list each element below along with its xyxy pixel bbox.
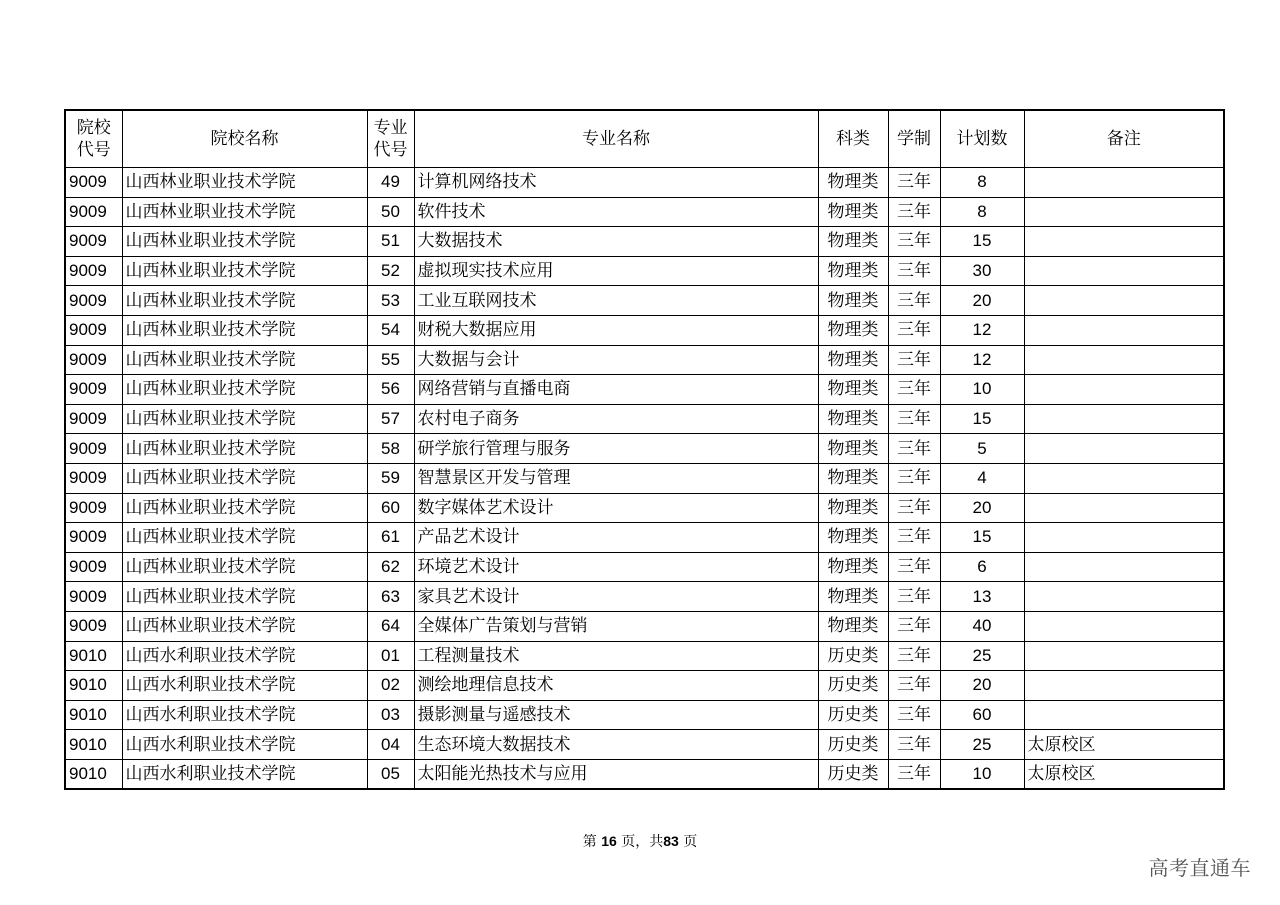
cell-major-code: 58 — [367, 434, 414, 464]
cell-duration: 三年 — [888, 700, 940, 730]
cell-plan-count: 15 — [940, 404, 1024, 434]
cell-major-code: 01 — [367, 641, 414, 671]
cell-school-code: 9010 — [65, 671, 122, 701]
cell-major-name: 智慧景区开发与管理 — [414, 463, 818, 493]
cell-school-name: 山西水利职业技术学院 — [122, 700, 367, 730]
cell-note — [1024, 523, 1224, 553]
cell-duration: 三年 — [888, 641, 940, 671]
header-row — [65, 110, 1224, 168]
cell-subject: 历史类 — [818, 730, 888, 760]
cell-major-code: 05 — [367, 759, 414, 789]
cell-school-name: 山西林业职业技术学院 — [122, 315, 367, 345]
cell-school-code: 9009 — [65, 227, 122, 257]
cell-major-code: 50 — [367, 197, 414, 227]
cell-duration: 三年 — [888, 197, 940, 227]
cell-note — [1024, 375, 1224, 405]
cell-plan-count: 20 — [940, 493, 1024, 523]
cell-school-code: 9009 — [65, 404, 122, 434]
table-row — [65, 345, 1224, 375]
cell-major-code: 61 — [367, 523, 414, 553]
cell-school-name: 山西水利职业技术学院 — [122, 641, 367, 671]
footer-middle: 页，共 — [621, 834, 664, 850]
cell-subject: 物理类 — [818, 611, 888, 641]
table-row — [65, 375, 1224, 405]
cell-school-code: 9009 — [65, 611, 122, 641]
header-subject: 科类 — [818, 110, 888, 168]
cell-duration: 三年 — [888, 256, 940, 286]
cell-note — [1024, 404, 1224, 434]
cell-subject: 历史类 — [818, 641, 888, 671]
cell-major-code: 49 — [367, 168, 414, 198]
cell-plan-count: 40 — [940, 611, 1024, 641]
cell-school-name: 山西林业职业技术学院 — [122, 404, 367, 434]
cell-subject: 物理类 — [818, 552, 888, 582]
cell-major-name: 全媒体广告策划与营销 — [414, 611, 818, 641]
cell-subject: 物理类 — [818, 434, 888, 464]
cell-plan-count: 13 — [940, 582, 1024, 612]
cell-school-code: 9009 — [65, 523, 122, 553]
cell-school-code: 9010 — [65, 641, 122, 671]
cell-note — [1024, 168, 1224, 198]
cell-plan-count: 12 — [940, 315, 1024, 345]
cell-duration: 三年 — [888, 552, 940, 582]
footer-prefix: 第 — [582, 834, 597, 850]
cell-plan-count: 30 — [940, 256, 1024, 286]
header-major-name: 专业名称 — [414, 110, 818, 168]
cell-major-code: 02 — [367, 671, 414, 701]
cell-school-code: 9009 — [65, 493, 122, 523]
cell-duration: 三年 — [888, 227, 940, 257]
cell-major-code: 63 — [367, 582, 414, 612]
table-row — [65, 227, 1224, 257]
cell-plan-count: 12 — [940, 345, 1024, 375]
header-plan-count: 计划数 — [940, 110, 1024, 168]
cell-plan-count: 60 — [940, 700, 1024, 730]
footer-suffix: 页 — [683, 834, 698, 850]
cell-subject: 物理类 — [818, 493, 888, 523]
cell-major-name: 网络营销与直播电商 — [414, 375, 818, 405]
cell-subject: 物理类 — [818, 404, 888, 434]
cell-duration: 三年 — [888, 523, 940, 553]
cell-school-name: 山西水利职业技术学院 — [122, 730, 367, 760]
cell-school-code: 9009 — [65, 315, 122, 345]
cell-duration: 三年 — [888, 582, 940, 612]
current-page-number: 16 — [601, 833, 617, 849]
cell-plan-count: 4 — [940, 463, 1024, 493]
header-school-code: 院校代号 — [65, 110, 122, 168]
cell-major-name: 工业互联网技术 — [414, 286, 818, 316]
cell-subject: 物理类 — [818, 227, 888, 257]
cell-duration: 三年 — [888, 730, 940, 760]
cell-school-code: 9009 — [65, 345, 122, 375]
cell-school-code: 9009 — [65, 552, 122, 582]
cell-school-name: 山西林业职业技术学院 — [122, 463, 367, 493]
cell-school-name: 山西林业职业技术学院 — [122, 611, 367, 641]
cell-major-code: 57 — [367, 404, 414, 434]
cell-plan-count: 20 — [940, 286, 1024, 316]
cell-school-code: 9010 — [65, 759, 122, 789]
cell-major-name: 农村电子商务 — [414, 404, 818, 434]
table-row — [65, 256, 1224, 286]
cell-major-name: 环境艺术设计 — [414, 552, 818, 582]
cell-note — [1024, 345, 1224, 375]
cell-major-code: 64 — [367, 611, 414, 641]
cell-note: 太原校区 — [1024, 759, 1224, 789]
cell-duration: 三年 — [888, 375, 940, 405]
header-major-code: 专业代号 — [367, 110, 414, 168]
cell-subject: 历史类 — [818, 759, 888, 789]
table-row — [65, 404, 1224, 434]
cell-note — [1024, 463, 1224, 493]
cell-note — [1024, 434, 1224, 464]
cell-major-name: 数字媒体艺术设计 — [414, 493, 818, 523]
table-row — [65, 641, 1224, 671]
cell-major-code: 03 — [367, 700, 414, 730]
cell-school-code: 9009 — [65, 256, 122, 286]
cell-school-name: 山西林业职业技术学院 — [122, 552, 367, 582]
cell-major-name: 测绘地理信息技术 — [414, 671, 818, 701]
table-row — [65, 286, 1224, 316]
cell-school-name: 山西林业职业技术学院 — [122, 434, 367, 464]
cell-major-name: 工程测量技术 — [414, 641, 818, 671]
cell-note — [1024, 611, 1224, 641]
table-row — [65, 700, 1224, 730]
table-row — [65, 671, 1224, 701]
cell-school-name: 山西林业职业技术学院 — [122, 523, 367, 553]
cell-school-name: 山西林业职业技术学院 — [122, 256, 367, 286]
cell-subject: 历史类 — [818, 700, 888, 730]
cell-school-name: 山西林业职业技术学院 — [122, 227, 367, 257]
cell-school-name: 山西水利职业技术学院 — [122, 671, 367, 701]
cell-major-code: 52 — [367, 256, 414, 286]
cell-plan-count: 5 — [940, 434, 1024, 464]
table-row — [65, 552, 1224, 582]
cell-school-code: 9009 — [65, 582, 122, 612]
cell-major-name: 研学旅行管理与服务 — [414, 434, 818, 464]
cell-major-code: 04 — [367, 730, 414, 760]
cell-plan-count: 8 — [940, 197, 1024, 227]
cell-school-name: 山西水利职业技术学院 — [122, 759, 367, 789]
cell-plan-count: 15 — [940, 227, 1024, 257]
cell-plan-count: 8 — [940, 168, 1024, 198]
cell-major-name: 计算机网络技术 — [414, 168, 818, 198]
cell-duration: 三年 — [888, 759, 940, 789]
cell-major-code: 54 — [367, 315, 414, 345]
cell-note — [1024, 671, 1224, 701]
header-duration: 学制 — [888, 110, 940, 168]
cell-plan-count: 15 — [940, 523, 1024, 553]
cell-duration: 三年 — [888, 404, 940, 434]
header-school-name: 院校名称 — [122, 110, 367, 168]
cell-major-name: 软件技术 — [414, 197, 818, 227]
cell-note: 太原校区 — [1024, 730, 1224, 760]
table-row — [65, 463, 1224, 493]
cell-subject: 物理类 — [818, 582, 888, 612]
cell-school-code: 9009 — [65, 375, 122, 405]
cell-major-name: 家具艺术设计 — [414, 582, 818, 612]
cell-subject: 物理类 — [818, 168, 888, 198]
cell-subject: 历史类 — [818, 671, 888, 701]
cell-major-code: 59 — [367, 463, 414, 493]
cell-duration: 三年 — [888, 434, 940, 464]
cell-major-name: 太阳能光热技术与应用 — [414, 759, 818, 789]
cell-plan-count: 6 — [940, 552, 1024, 582]
cell-major-code: 56 — [367, 375, 414, 405]
table-row — [65, 315, 1224, 345]
cell-major-code: 60 — [367, 493, 414, 523]
cell-major-name: 生态环境大数据技术 — [414, 730, 818, 760]
cell-school-name: 山西林业职业技术学院 — [122, 582, 367, 612]
cell-school-code: 9010 — [65, 730, 122, 760]
table-body — [65, 168, 1224, 790]
cell-school-code: 9009 — [65, 197, 122, 227]
cell-school-name: 山西林业职业技术学院 — [122, 286, 367, 316]
cell-subject: 物理类 — [818, 286, 888, 316]
cell-school-name: 山西林业职业技术学院 — [122, 197, 367, 227]
table-row — [65, 730, 1224, 760]
cell-subject: 物理类 — [818, 375, 888, 405]
cell-note — [1024, 256, 1224, 286]
cell-subject: 物理类 — [818, 463, 888, 493]
table-row — [65, 611, 1224, 641]
cell-duration: 三年 — [888, 463, 940, 493]
table-row — [65, 168, 1224, 198]
table-row — [65, 434, 1224, 464]
cell-plan-count: 10 — [940, 759, 1024, 789]
cell-school-code: 9009 — [65, 463, 122, 493]
table-row — [65, 582, 1224, 612]
cell-note — [1024, 582, 1224, 612]
page-number-footer — [0, 831, 1280, 852]
cell-note — [1024, 197, 1224, 227]
enrollment-plan-table — [64, 109, 1225, 790]
table-row — [65, 493, 1224, 523]
cell-major-code: 55 — [367, 345, 414, 375]
cell-duration: 三年 — [888, 493, 940, 523]
cell-school-code: 9009 — [65, 434, 122, 464]
cell-plan-count: 20 — [940, 671, 1024, 701]
table-header — [65, 110, 1224, 168]
cell-school-code: 9009 — [65, 286, 122, 316]
cell-major-name: 产品艺术设计 — [414, 523, 818, 553]
total-page-number: 83 — [663, 833, 679, 849]
cell-note — [1024, 552, 1224, 582]
table-row — [65, 197, 1224, 227]
cell-duration: 三年 — [888, 315, 940, 345]
cell-duration: 三年 — [888, 168, 940, 198]
cell-school-name: 山西林业职业技术学院 — [122, 493, 367, 523]
cell-note — [1024, 227, 1224, 257]
table-row — [65, 759, 1224, 789]
cell-school-name: 山西林业职业技术学院 — [122, 375, 367, 405]
cell-note — [1024, 641, 1224, 671]
cell-plan-count: 25 — [940, 730, 1024, 760]
cell-subject: 物理类 — [818, 197, 888, 227]
cell-subject: 物理类 — [818, 315, 888, 345]
cell-plan-count: 25 — [940, 641, 1024, 671]
cell-note — [1024, 315, 1224, 345]
cell-note — [1024, 286, 1224, 316]
cell-subject: 物理类 — [818, 523, 888, 553]
cell-subject: 物理类 — [818, 256, 888, 286]
cell-duration: 三年 — [888, 345, 940, 375]
cell-school-name: 山西林业职业技术学院 — [122, 345, 367, 375]
cell-major-name: 财税大数据应用 — [414, 315, 818, 345]
table-row — [65, 523, 1224, 553]
cell-major-code: 53 — [367, 286, 414, 316]
cell-major-code: 62 — [367, 552, 414, 582]
cell-major-name: 大数据技术 — [414, 227, 818, 257]
cell-subject: 物理类 — [818, 345, 888, 375]
watermark-text: 高考直通车 — [1148, 856, 1251, 880]
cell-school-name: 山西林业职业技术学院 — [122, 168, 367, 198]
cell-major-code: 51 — [367, 227, 414, 257]
cell-school-code: 9010 — [65, 700, 122, 730]
cell-major-name: 大数据与会计 — [414, 345, 818, 375]
cell-duration: 三年 — [888, 286, 940, 316]
cell-duration: 三年 — [888, 611, 940, 641]
header-note: 备注 — [1024, 110, 1224, 168]
cell-note — [1024, 493, 1224, 523]
cell-duration: 三年 — [888, 671, 940, 701]
cell-major-name: 虚拟现实技术应用 — [414, 256, 818, 286]
cell-major-name: 摄影测量与遥感技术 — [414, 700, 818, 730]
cell-note — [1024, 700, 1224, 730]
cell-school-code: 9009 — [65, 168, 122, 198]
cell-plan-count: 10 — [940, 375, 1024, 405]
